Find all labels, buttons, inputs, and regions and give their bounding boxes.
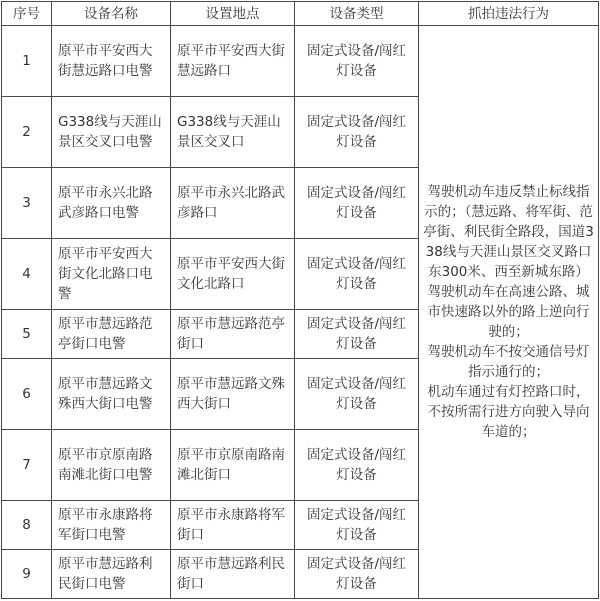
device-name: 原平市慧远路利民街口电警 [52, 550, 171, 599]
row-number: 8 [2, 501, 52, 550]
device-type: 固定式设备/闯红灯设备 [295, 239, 419, 310]
violation-item: 驾驶机动车违反禁止标线指示的；（慧远路、将军街、范亭街、利民街全路段，国道338线与天涯山景区交叉路口东300米、西至新城东路） [423, 184, 594, 280]
device-name: 原平市京原南路南滩北街口电警 [52, 430, 171, 501]
device-name: 原平市永康路将军街口电警 [52, 501, 171, 550]
row-number: 7 [2, 430, 52, 501]
row-number: 9 [2, 550, 52, 599]
row-number: 5 [2, 310, 52, 359]
device-type: 固定式设备/闯红灯设备 [295, 310, 419, 359]
device-name: 原平市平安西大街慧远路口电警 [52, 26, 171, 97]
device-name: 原平市永兴北路武彦路口电警 [52, 168, 171, 239]
device-type: 固定式设备/闯红灯设备 [295, 26, 419, 97]
device-type: 固定式设备/闯红灯设备 [295, 550, 419, 599]
table-header-row [2, 2, 599, 26]
violation-item: 驾驶机动车不按交通信号灯指示通行的； [427, 344, 590, 380]
violation-behaviors-cell [419, 26, 599, 599]
device-type: 固定式设备/闯红灯设备 [295, 430, 419, 501]
violation-item: 机动车通过有灯控路口时，不按所需行进方向驶入导向车道的； [427, 384, 590, 440]
violation-item: 驾驶机动车在高速公路、城市快速路以外的路上逆向行驶的； [427, 284, 590, 340]
row-number: 3 [2, 168, 52, 239]
header-serial-number: 序号 [2, 2, 52, 26]
row-number: 4 [2, 239, 52, 310]
device-type: 固定式设备/闯红灯设备 [295, 501, 419, 550]
device-name: 原平市平安西大街文化北路口电警 [52, 239, 171, 310]
device-location: 原平市永康路将军街口 [171, 501, 295, 550]
device-location: G338线与天涯山景区交叉口 [171, 97, 295, 168]
device-location: 原平市京原南路南滩北街口 [171, 430, 295, 501]
device-location: 原平市永兴北路武彦路口 [171, 168, 295, 239]
header-device-type: 设备类型 [295, 2, 419, 26]
header-violation-behavior: 抓拍违法行为 [419, 2, 599, 26]
device-name: G338线与天涯山景区交叉口电警 [52, 97, 171, 168]
row-number: 2 [2, 97, 52, 168]
row-number: 1 [2, 26, 52, 97]
device-location: 原平市慧远路范亭街口 [171, 310, 295, 359]
device-location: 原平市平安西大街文化北路口 [171, 239, 295, 310]
device-name: 原平市慧远路范亭街口电警 [52, 310, 171, 359]
row-number: 6 [2, 359, 52, 430]
header-device-name: 设备名称 [52, 2, 171, 26]
device-name: 原平市慧远路文殊西大街口电警 [52, 359, 171, 430]
device-location: 原平市慧远路利民街口 [171, 550, 295, 599]
device-location: 原平市慧远路文殊西大街口 [171, 359, 295, 430]
header-location: 设置地点 [171, 2, 295, 26]
table-row [2, 26, 599, 97]
enforcement-device-table [1, 1, 599, 599]
device-type: 固定式设备/闯红灯设备 [295, 97, 419, 168]
device-type: 固定式设备/闯红灯设备 [295, 168, 419, 239]
device-type: 固定式设备/闯红灯设备 [295, 359, 419, 430]
device-location: 原平市平安西大街慧远路口 [171, 26, 295, 97]
